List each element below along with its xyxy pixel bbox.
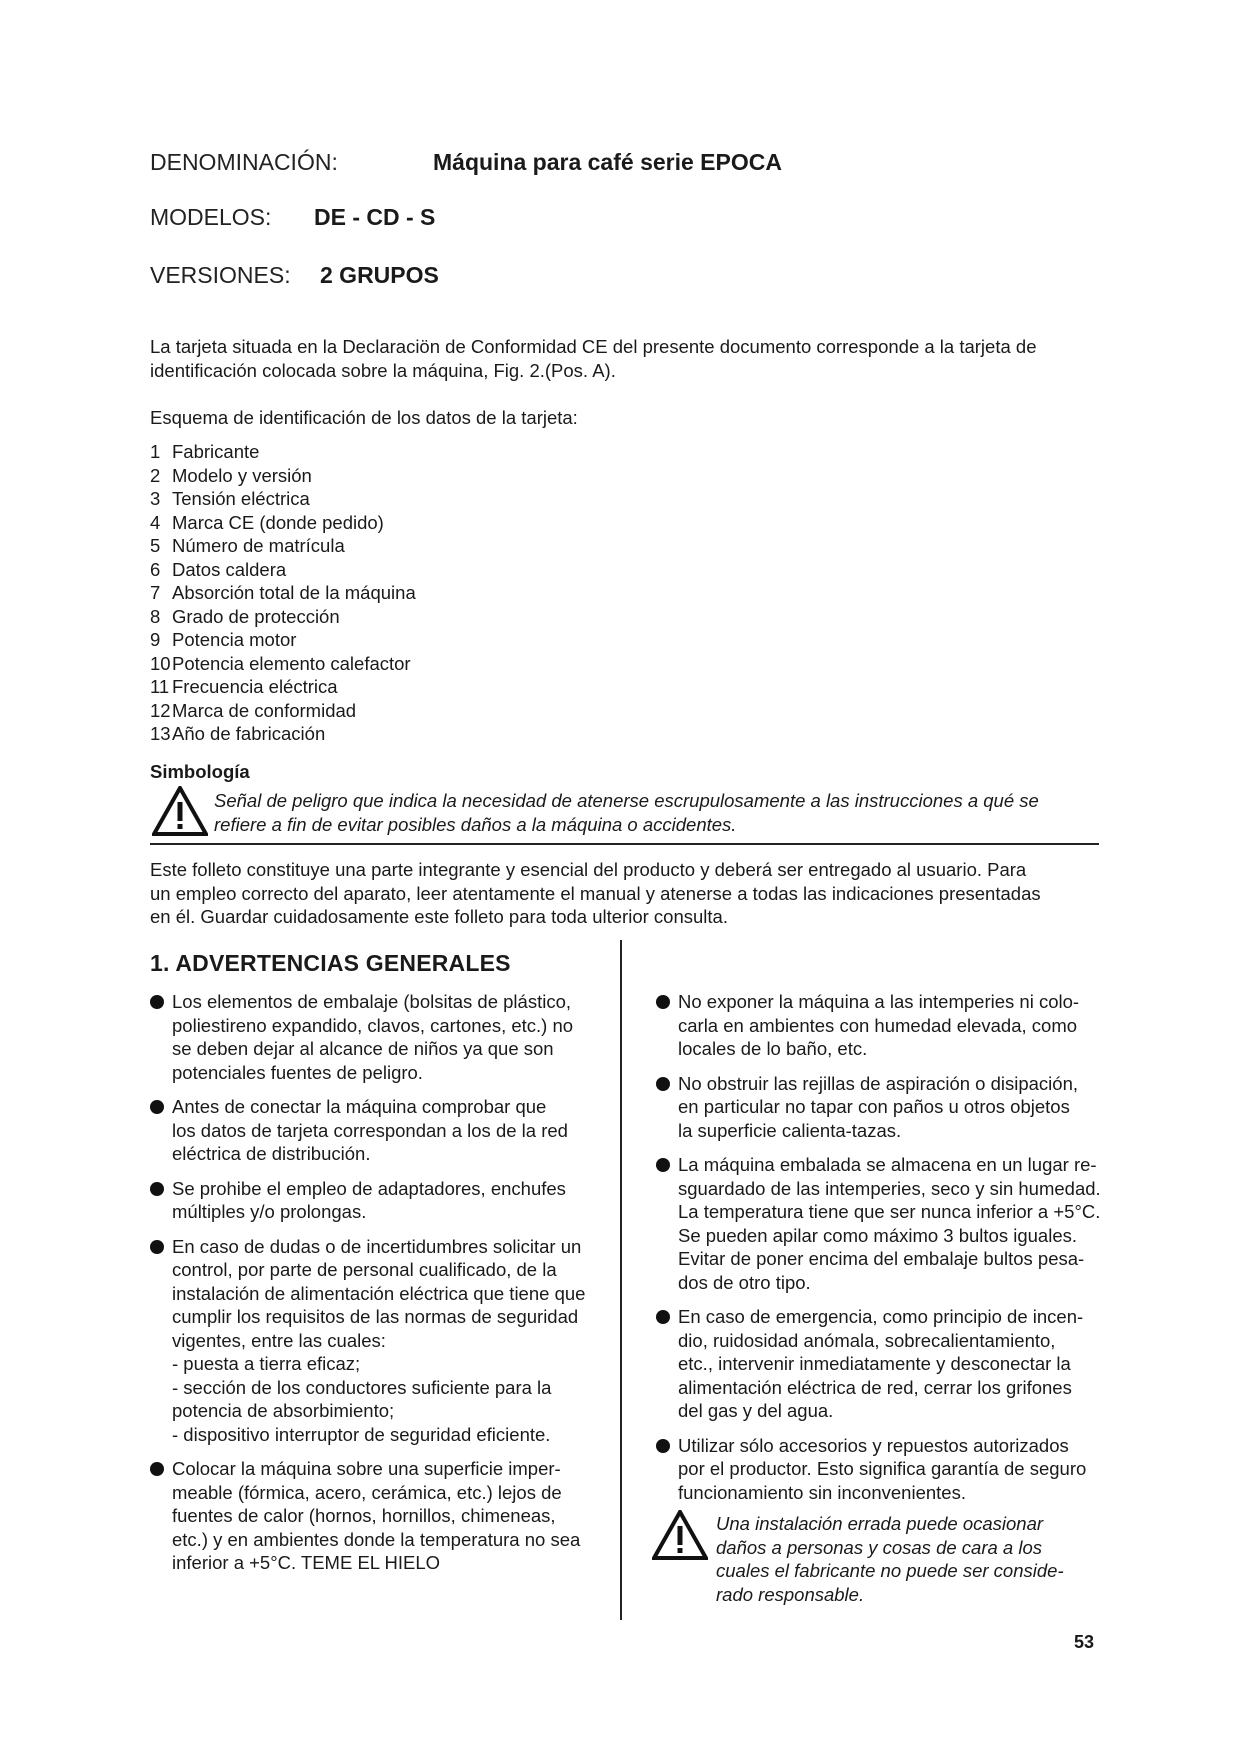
warning-line: En caso de emergencia, como principio de incen- [678,1306,1084,1327]
symbology-line-1: Señal de peligro que indica la necesidad de atenerse escrupulosamente a las instrucciones a qué se [214,790,1039,811]
list-item-number: 6 [150,558,161,580]
intro-line-1: La tarjeta situada en la Declaraciön de Conformidad CE del presente documento corresponde a la tarjeta de [150,336,1037,357]
bullet-icon [656,995,670,1009]
list-item-number: 8 [150,605,161,627]
bullet-icon [656,1158,670,1172]
denominacion-row [150,148,338,176]
list-item-number: 11 [150,676,170,697]
list-item-label: Grado de protección [172,605,340,627]
symbology-line-2: refiere a fin de evitar posibles daños a la máquina o accidentes. [214,813,737,835]
symbology-text [214,789,1114,836]
bullet-icon [656,1077,670,1091]
warning-line: Los elementos de embalaje (bolsitas de plástico, [172,991,572,1012]
warning-line: instalación de alimentación eléctrica que tiene que [172,1282,586,1304]
bullet-icon [150,1182,164,1196]
warning-line: Una instalación errada puede ocasionar [716,1513,1044,1534]
list-item [150,464,416,488]
warning-line: cuales el fabricante no puede ser conside- [716,1560,1064,1581]
list-item [150,628,416,652]
list-item-number: 4 [150,511,161,533]
warning-line: poliestireno expandido, clavos, cartones, etc.) no [172,1014,574,1036]
warning-line: potenciales fuentes de peligro. [172,1061,423,1083]
warning-line: en particular no tapar con paños u otros objetos [678,1096,1070,1117]
list-item [150,722,416,746]
warning-line: la superficie calienta-tazas. [678,1119,902,1141]
warning-line: - dispositivo interruptor de seguridad eficiente. [172,1423,551,1445]
warning-line: fuentes de calor (hornos, hornillos, chimeneas, [172,1505,556,1526]
denominacion-value: Máquina para café serie EPOCA [433,149,782,175]
bullet-icon [150,1240,164,1254]
booklet-line-1: Este folleto constituye una parte integrante y esencial del producto y deberá ser entregado al usuario. Para [150,859,1027,880]
list-item [150,605,416,629]
intro-paragraph [150,335,1110,382]
warning-item [150,990,610,1084]
warning-line: funcionamiento sin inconvenientes. [678,1481,966,1503]
warning-line: Utilizar sólo accesorios y repuestos autorizados [678,1434,1069,1456]
warning-line: dos de otro tipo. [678,1271,811,1293]
warning-line: No exponer la máquina a las intemperies ni colo- [678,991,1080,1012]
list-item-label: Absorción total de la máquina [172,582,416,603]
warning-line: Se pueden apilar como máximo 3 bultos iguales. [678,1224,1078,1246]
warning-line: sguardado de las intemperies, seco y sin humedad. [678,1177,1101,1199]
warning-line: No obstruir las rejillas de aspiración o disipación, [678,1072,1078,1094]
warning-line: cumplir los requisitos de las normas de seguridad [172,1306,579,1327]
warning-line: La temperatura tiene que ser nunca inferior a +5°C. [678,1201,1101,1222]
bullet-icon [150,1462,164,1476]
booklet-paragraph [150,858,1110,929]
warning-line: los datos de tarjeta correspondan a los de la red [172,1119,568,1141]
list-item [150,440,416,464]
section-divider [150,843,1099,845]
list-item-label: Marca CE (donde pedido) [172,511,384,533]
bullet-icon [150,1100,164,1114]
warning-triangle-icon [152,786,208,836]
list-item-number: 9 [150,629,161,650]
list-item-label: Modelo y versión [172,464,312,486]
warning-line: etc.) y en ambientes donde la temperatura no sea [172,1528,581,1550]
list-item-number: 10 [150,652,171,674]
section-title: 1. ADVERTENCIAS GENERALES [150,950,511,976]
bullet-icon [656,1439,670,1453]
modelos-row [150,203,271,231]
warning-line: Colocar la máquina sobre una superficie imper- [172,1458,561,1479]
warning-line: meable (fórmica, acero, cerámica, etc.) lejos de [172,1481,562,1503]
warning-item [150,1235,610,1447]
list-item-label: Fabricante [172,441,260,462]
booklet-line-3: en él. Guardar cuidadosamente este folleto para toda ulterior consulta. [150,906,728,927]
list-item-number: 3 [150,488,161,509]
column-divider [620,940,622,1620]
warning-line: se deben dejar al alcance de niños ya que son [172,1038,554,1059]
warning-line: daños a personas y cosas de cara a los [716,1536,1042,1558]
list-item [150,511,416,535]
identification-list [150,440,416,746]
list-item-number: 5 [150,535,161,556]
warning-item [150,1457,610,1575]
list-item [150,675,416,699]
list-item [150,534,416,558]
warning-line: control, por parte de personal cualificado, de la [172,1259,557,1280]
installation-warning-text [716,1512,1136,1606]
list-item-label: Frecuencia eléctrica [172,676,338,697]
list-item [150,558,416,582]
warning-line: potencia de absorbimiento; [172,1400,395,1421]
list-item-number: 1 [150,441,161,462]
warning-triangle-icon [652,1510,708,1560]
warning-line: alimentación eléctrica de red, cerrar los grifones [678,1376,1072,1398]
warning-line: rado responsable. [716,1583,865,1605]
warning-item [656,1434,1136,1505]
intro-line-2: identificación colocada sobre la máquina, Fig. 2.(Pos. A). [150,359,616,381]
list-item-label: Potencia elemento calefactor [172,652,411,674]
bullet-icon [150,995,164,1009]
warning-line: múltiples y/o prolongas. [172,1201,367,1222]
list-item-number: 7 [150,582,161,603]
warning-line: inferior a +5°C. TEME EL HIELO [172,1552,441,1573]
warning-item [656,1072,1136,1143]
warning-item [656,990,1136,1061]
symbology-title: Simbología [150,761,250,782]
list-item-label: Año de fabricación [172,723,326,744]
versiones-label: VERSIONES: [150,262,291,288]
warning-line: carla en ambientes con humedad elevada, como [678,1014,1078,1036]
right-warnings-list [656,990,1136,1515]
list-item [150,699,416,723]
list-item-number: 2 [150,464,161,486]
modelos-value: DE - CD - S [314,204,436,230]
scheme-title: Esquema de identificación de los datos de la tarjeta: [150,407,578,428]
warning-line: del gas y del agua. [678,1400,834,1421]
warning-line: En caso de dudas o de incertidumbres solicitar un [172,1235,582,1257]
versiones-row [150,261,291,289]
list-item-label: Potencia motor [172,629,297,650]
warning-line: etc., intervenir inmediatamente y desconectar la [678,1353,1071,1374]
list-item [150,487,416,511]
booklet-line-2: un empleo correcto del aparato, leer atentamente el manual y atenerse a todas las indicaciones presentadas [150,882,1041,904]
warning-line: Evitar de poner encima del embalaje bultos pesa- [678,1248,1085,1269]
warning-line: Se prohibe el empleo de adaptadores, enchufes [172,1177,566,1199]
warning-line: - puesta a tierra eficaz; [172,1353,361,1374]
list-item [150,652,416,676]
list-item-number: 12 [150,699,171,721]
warning-line: por el productor. Esto significa garantía de seguro [678,1458,1087,1479]
warning-line: - sección de los conductores suficiente para la [172,1376,552,1398]
warning-line: vigentes, entre las cuales: [172,1329,386,1351]
warning-item [656,1153,1136,1294]
list-item-label: Número de matrícula [172,535,345,556]
warning-line: dio, ruidosidad anómala, sobrecalientamiento, [678,1329,1056,1351]
warning-line: eléctrica de distribución. [172,1143,371,1164]
warning-line: Antes de conectar la máquina comprobar que [172,1096,547,1117]
versiones-value: 2 GRUPOS [320,262,439,288]
page-number: 53 [1074,1632,1095,1652]
modelos-label: MODELOS: [150,204,272,230]
warning-item [656,1305,1136,1423]
list-item-label: Datos caldera [172,558,287,580]
left-warnings-list [150,990,610,1586]
list-item-label: Marca de conformidad [172,699,357,721]
warning-line: La máquina embalada se almacena en un lugar re- [678,1154,1097,1175]
list-item [150,581,416,605]
warning-line: locales de lo baño, etc. [678,1038,868,1059]
bullet-icon [656,1310,670,1324]
warning-item [150,1177,610,1224]
denominacion-label: DENOMINACIÓN: [150,149,338,175]
list-item-number: 13 [150,723,171,744]
warning-item [150,1095,610,1166]
list-item-label: Tensión eléctrica [172,488,310,509]
